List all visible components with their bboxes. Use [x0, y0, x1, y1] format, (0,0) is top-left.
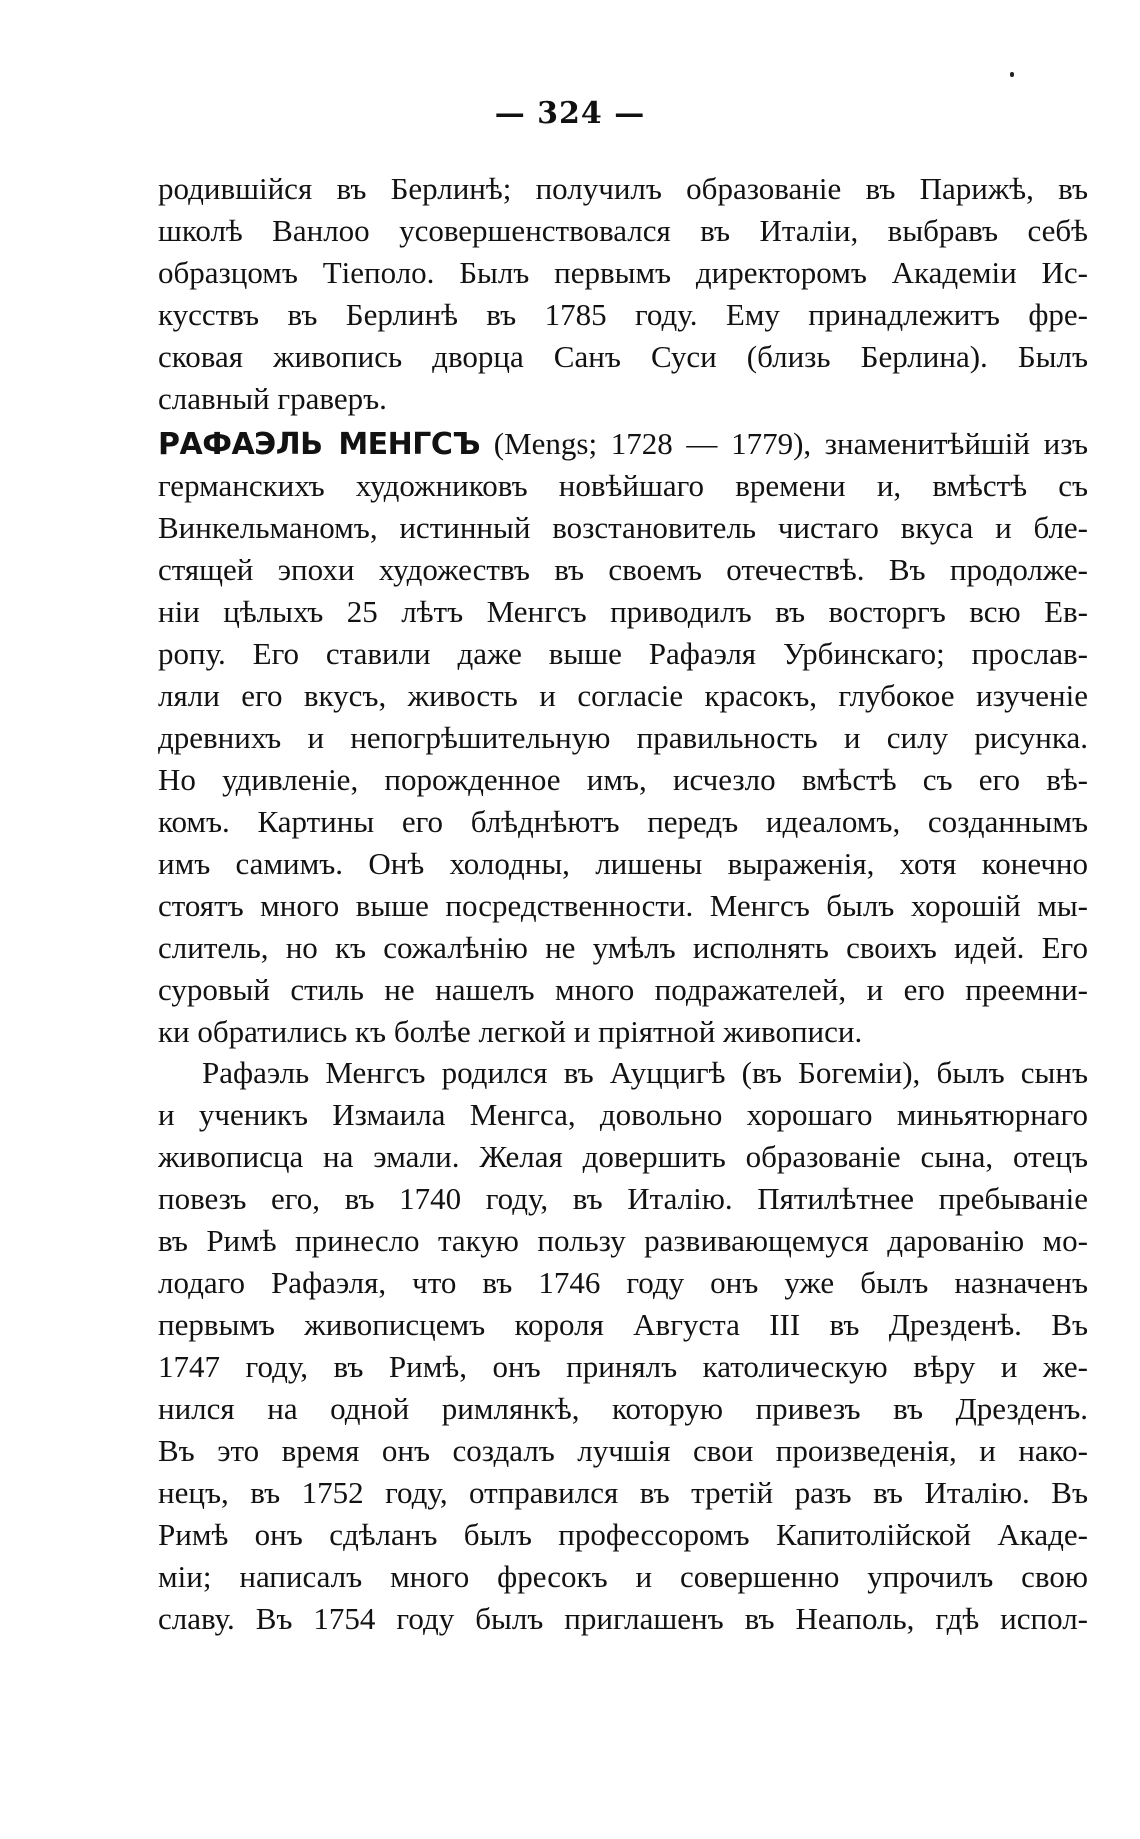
- text-line: слитель, но къ сожалѣнію не умѣлъ исполнять своихъ идей. Его: [158, 930, 1088, 965]
- text-line: нился на одной римлянкѣ, которую привезъ въ Дрезденъ.: [158, 1391, 1088, 1426]
- text-line: первымъ живописцемъ короля Августа III въ Дрезденѣ. Въ: [158, 1307, 1088, 1342]
- text-line: 1747 году, въ Римѣ, онъ принялъ католическую вѣру и же-: [158, 1349, 1088, 1384]
- text-line: ніи цѣлыхъ 25 лѣтъ Менгсъ приводилъ въ восторгъ всю Ев-: [158, 594, 1088, 629]
- text-line: и ученикъ Измаила Менгса, довольно хорошаго миньятюрнаго: [158, 1097, 1088, 1132]
- text-line: Винкельманомъ, истинный возстановитель чистаго вкуса и бле-: [158, 510, 1088, 545]
- print-speck: [1010, 72, 1014, 77]
- text-line: кусствъ въ Берлинѣ въ 1785 году. Ему принадлежитъ фре-: [158, 297, 1088, 332]
- text-line: имъ самимъ. Онѣ холодны, лишены выраженія, хотя конечно: [158, 846, 1088, 881]
- text-line: [158, 423, 1088, 465]
- text-line: сковая живопись дворца Санъ Суси (близь Берлина). Былъ: [158, 339, 1088, 374]
- text-line: міи; написалъ много фресокъ и совершенно упрочилъ свою: [158, 1559, 1088, 1594]
- text-line: комъ. Картины его блѣднѣютъ передъ идеаломъ, созданнымъ: [158, 804, 1088, 839]
- text-line: повезъ его, въ 1740 году, въ Италію. Пятилѣтнее пребываніе: [158, 1181, 1088, 1216]
- text-line: ляли его вкусъ, живость и согласіе красокъ, глубокое изученіе: [158, 678, 1088, 713]
- text-line: древнихъ и непогрѣшительную правильность и силу рисунка.: [158, 720, 1088, 755]
- text-line: Въ это время онъ создалъ лучшія свои произведенія, и нако-: [158, 1433, 1088, 1468]
- text-line: образцомъ Тіеполо. Былъ первымъ директоромъ Академіи Ис-: [158, 255, 1088, 290]
- text-line: Но удивленіе, порожденное имъ, исчезло вмѣстѣ съ его вѣ-: [158, 762, 1088, 797]
- text-line: лодаго Рафаэля, что въ 1746 году онъ уже былъ назначенъ: [158, 1265, 1088, 1300]
- text-line: нецъ, въ 1752 году, отправился въ третій разъ въ Италію. Въ: [158, 1475, 1088, 1510]
- text-line: живописца на эмали. Желая довершить образованіе сына, отецъ: [158, 1139, 1088, 1174]
- text-line: въ Римѣ принесло такую пользу развивающемуся дарованію мо-: [158, 1223, 1088, 1258]
- text-line: родившійся въ Берлинѣ; получилъ образованіе въ Парижѣ, въ: [158, 171, 1088, 206]
- text-line: Римѣ онъ сдѣланъ былъ профессоромъ Капитолійской Акаде-: [158, 1517, 1088, 1552]
- text-line: Рафаэль Менгсъ родился въ Ауццигѣ (въ Богеміи), былъ сынъ: [202, 1055, 1088, 1090]
- paragraph-1: [158, 168, 1088, 420]
- text-line: славный граверъ.: [158, 381, 387, 416]
- text-line: славу. Въ 1754 году былъ приглашенъ въ Неаполь, гдѣ испол-: [158, 1601, 1088, 1636]
- text-line: германскихъ художниковъ новѣйшаго времени и, вмѣстѣ съ: [158, 468, 1088, 503]
- paragraph-3: [158, 1052, 1088, 1640]
- artist-name-heading: РАФАЭЛЬ МЕНГСЪ: [158, 427, 481, 462]
- text-line: стоятъ много выше посредственности. Менгсъ былъ хорошій мы-: [158, 888, 1088, 923]
- text-line: суровый стиль не нашелъ много подражателей, и его преемни-: [158, 972, 1088, 1007]
- page-number: — 324 —: [494, 96, 646, 131]
- paragraph-2: [158, 423, 1088, 1053]
- text-line: ропу. Его ставили даже выше Рафаэля Урбинскаго; прослав-: [158, 636, 1088, 671]
- text-line: ки обратились къ болѣе легкой и пріятной живописи.: [158, 1014, 863, 1049]
- text-line: стящей эпохи художествъ въ своемъ отечествѣ. Въ продолже-: [158, 552, 1088, 587]
- artist-dates: (Mengs; 1728 — 1779), знаменитѣйшій изъ: [480, 426, 1088, 461]
- text-line: школѣ Ванлоо усовершенствовался въ Италіи, выбравъ себѣ: [158, 213, 1088, 248]
